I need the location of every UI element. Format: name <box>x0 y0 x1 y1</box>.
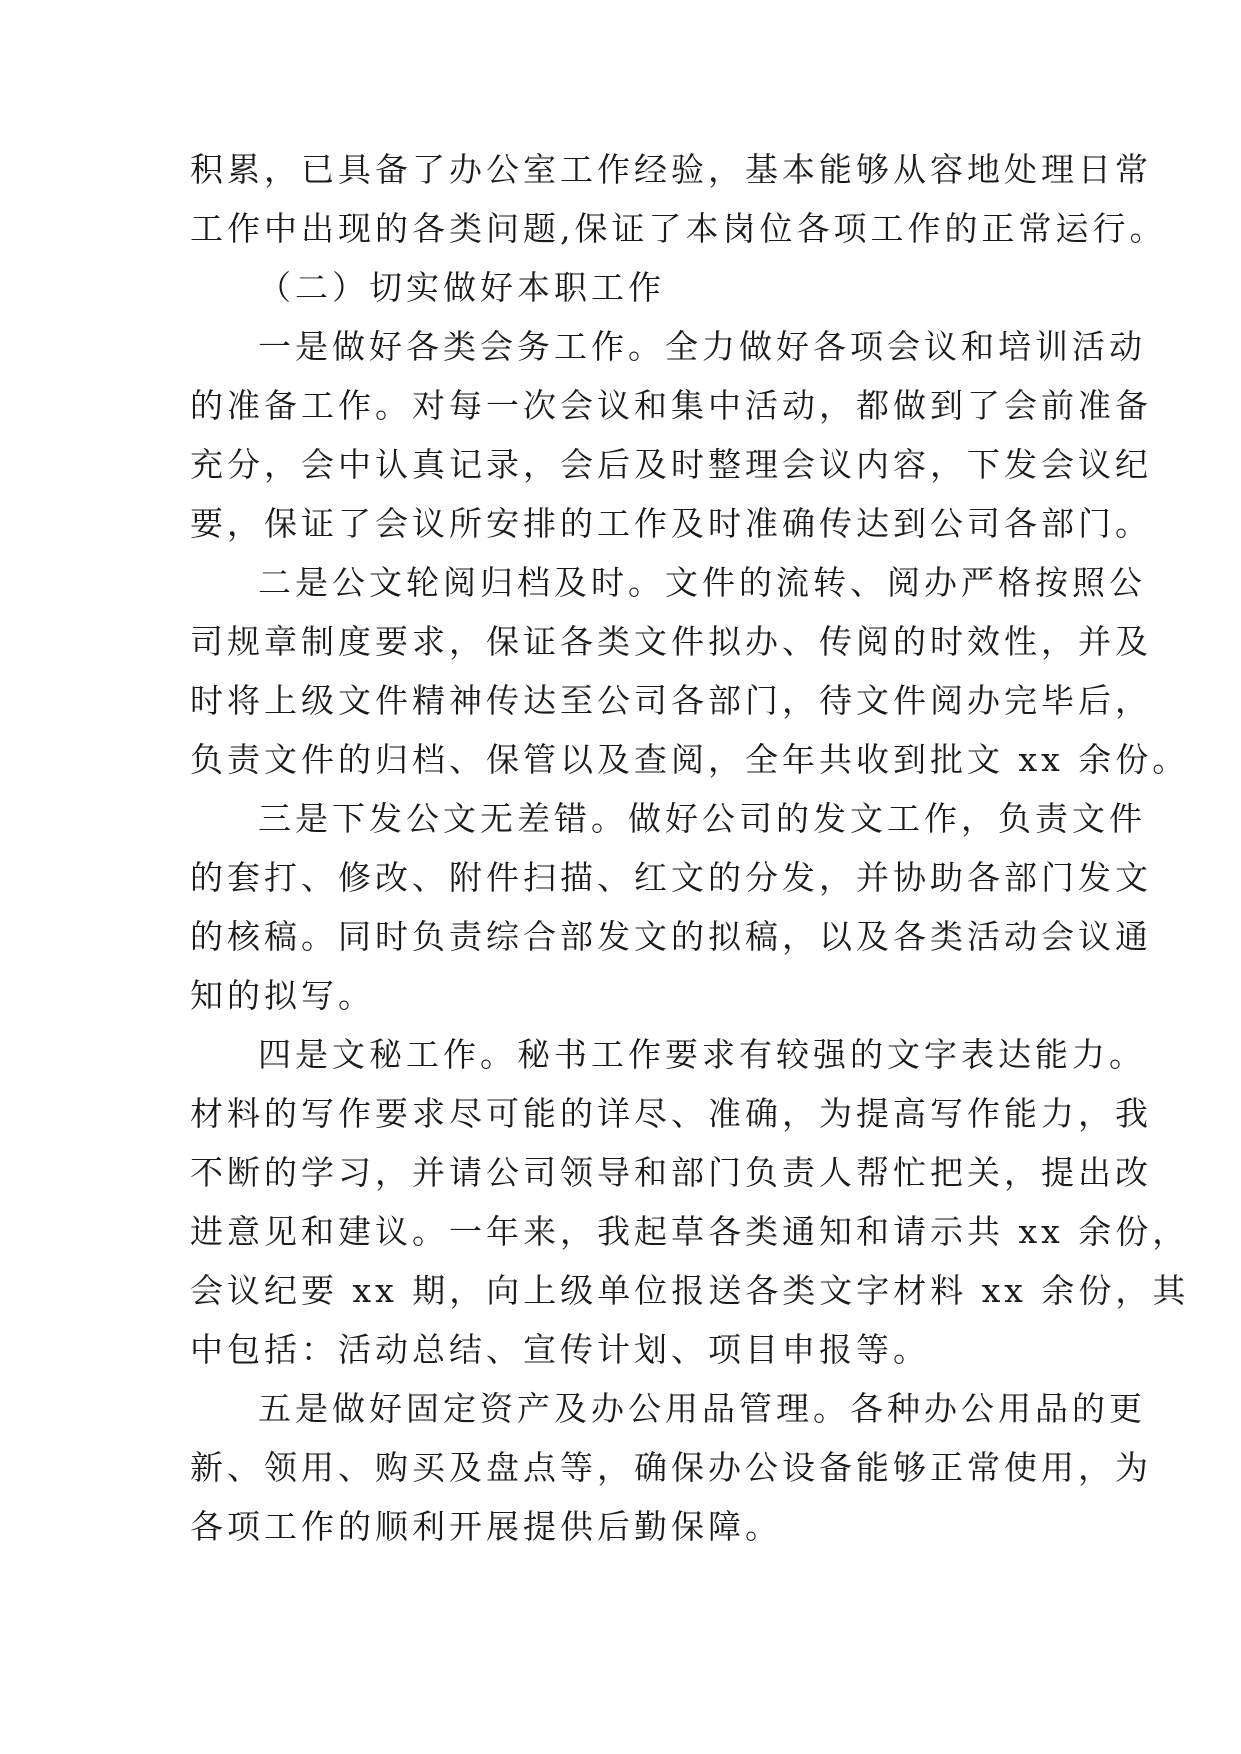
text-line: 材料的写作要求尽可能的详尽、准确，为提高写作能力，我 <box>190 1094 1152 1133</box>
text-line: 时将上级文件精神传达至公司各部门，待文件阅办完毕后， <box>190 681 1152 720</box>
text-line: 会议纪要 xx 期，向上级单位报送各类文字材料 xx 余份，其 <box>190 1271 1190 1310</box>
text-line: 要，保证了会议所安排的工作及时准确传达到公司各部门。 <box>190 504 1152 543</box>
text-line: 负责文件的归档、保管以及查阅，全年共收到批文 xx 余份。 <box>190 740 1190 779</box>
text-line: 各项工作的顺利开展提供后勤保障。 <box>190 1507 782 1546</box>
text-line: 的准备工作。对每一次会议和集中活动，都做到了会前准备 <box>190 386 1152 425</box>
section-heading: （二）切实做好本职工作 <box>258 268 665 307</box>
paragraph-first-line: 二是公文轮阅归档及时。文件的流转、阅办严格按照公 <box>258 563 1146 602</box>
text-line: 充分，会中认真记录，会后及时整理会议内容，下发会议纪 <box>190 445 1152 484</box>
paragraph-first-line: 五是做好固定资产及办公用品管理。各种办公用品的更 <box>258 1389 1146 1428</box>
text-line: 司规章制度要求，保证各类文件拟办、传阅的时效性，并及 <box>190 622 1152 661</box>
text-line: 的套打、修改、附件扫描、红文的分发，并协助各部门发文 <box>190 858 1152 897</box>
text-line: 的核稿。同时负责综合部发文的拟稿，以及各类活动会议通 <box>190 917 1152 956</box>
text-line: 积累，已具备了办公室工作经验，基本能够从容地处理日常 <box>190 150 1152 189</box>
text-line: 中包括：活动总结、宣传计划、项目申报等。 <box>190 1330 930 1369</box>
text-line: 不断的学习，并请公司领导和部门负责人帮忙把关，提出改 <box>190 1153 1152 1192</box>
paragraph-first-line: 三是下发公文无差错。做好公司的发文工作，负责文件 <box>258 799 1146 838</box>
document-body <box>190 140 1190 1556</box>
text-line: 进意见和建议。一年来，我起草各类通知和请示共 xx 余份， <box>190 1212 1190 1251</box>
text-line: 工作中出现的各类问题,保证了本岗位各项工作的正常运行。 <box>190 209 1167 248</box>
text-line: 知的拟写。 <box>190 976 375 1015</box>
text-line: 新、领用、购买及盘点等，确保办公设备能够正常使用，为 <box>190 1448 1152 1487</box>
paragraph-first-line: 一是做好各类会务工作。全力做好各项会议和培训活动 <box>258 327 1146 366</box>
paragraph-first-line: 四是文秘工作。秘书工作要求有较强的文字表达能力。 <box>258 1035 1146 1074</box>
